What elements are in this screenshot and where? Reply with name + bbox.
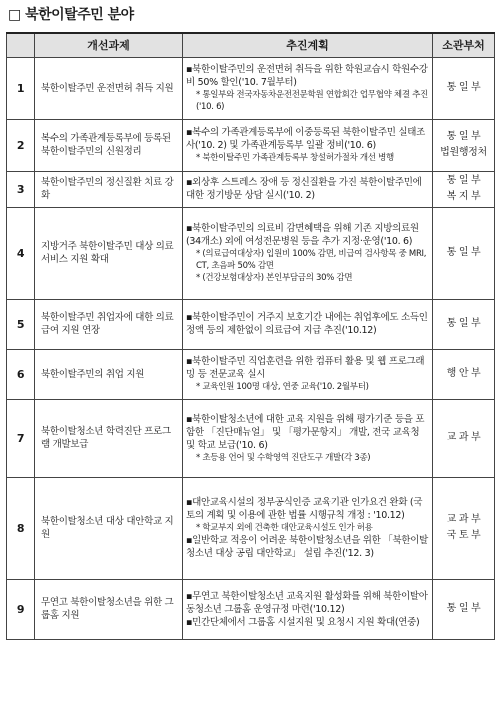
- ministry-name: 통 일 부: [446, 131, 481, 142]
- plan-item: ▪대안교육시설의 정부공식인증 교육기관 인가요건 완화 (국토의 계획 및 이용에 관한 법률 시행규칙 개정 : '10.12): [186, 497, 423, 521]
- improvement-task: 북한이탈청소년 대상 대안학교 지원: [35, 477, 183, 579]
- plan-item: ▪북한이탈주민의 운전면허 취득을 위한 학원교습시 학원수강비 50% 할인('10. 7월부터): [186, 64, 428, 88]
- improvement-task: 북한이탈주민 취업자에 대한 의료급여 지원 연장: [35, 299, 183, 349]
- header-dept: 소관부처: [433, 33, 495, 57]
- table-row: [7, 579, 495, 639]
- table-row: [7, 57, 495, 119]
- improvement-task: 복수의 가족관계등록부에 등록된 북한이탈주민의 신원정리: [35, 119, 183, 171]
- header-task: 개선과제: [35, 33, 183, 57]
- policy-table: [6, 32, 495, 640]
- implementation-plan: [183, 579, 433, 639]
- improvement-task: 북한이탈주민의 취업 지원: [35, 349, 183, 399]
- implementation-plan: [183, 477, 433, 579]
- header-blank: [7, 33, 35, 57]
- ministry-name: 통 일 부: [446, 247, 481, 258]
- responsible-ministry: [433, 171, 495, 207]
- implementation-plan: [183, 207, 433, 299]
- row-number: 5: [7, 299, 35, 349]
- responsible-ministry: [433, 119, 495, 171]
- ministry-name: 통 일 부: [446, 175, 481, 186]
- plan-item: ▪북한이탈주민이 거주지 보호기간 내에는 취업후에도 소득인정액 등의 제한없이 의료급여 지급 추진('10.12): [186, 312, 428, 336]
- ministry-name: 통 일 부: [446, 318, 481, 329]
- ministry-name: 복 지 부: [446, 191, 481, 202]
- responsible-ministry: [433, 299, 495, 349]
- row-number: 3: [7, 171, 35, 207]
- row-number: 2: [7, 119, 35, 171]
- improvement-task: 북한이탈주민의 정신질환 치료 강화: [35, 171, 183, 207]
- improvement-task: 지방거주 북한이탈주민 대상 의료서비스 지원 확대: [35, 207, 183, 299]
- row-number: 4: [7, 207, 35, 299]
- plan-item: ▪무연고 북한이탈청소년 교육지원 활성화를 위해 북한이탈아동청소년 그룹홈 운영규정 마련('10.12): [186, 590, 428, 615]
- ministry-name: 통 일 부: [446, 82, 481, 93]
- responsible-ministry: [433, 399, 495, 477]
- plan-note: * 학교부지 외에 건축한 대안교육시설도 인가 허용: [196, 523, 373, 533]
- plan-item: ▪북한이탈청소년에 대한 교육 지원을 위해 평가기준 등을 포함한 「진단매뉴얼」 및 「평가문항지」 개발, 전국 교육청 및 학교 보급('10. 6): [186, 413, 425, 451]
- improvement-task: 북한이탈주민 운전면허 취득 지원: [35, 57, 183, 119]
- row-number: 6: [7, 349, 35, 399]
- implementation-plan: [183, 57, 433, 119]
- table-row: [7, 477, 495, 579]
- improvement-task: 북한이탈청소년 학력진단 프로그램 개발보급: [35, 399, 183, 477]
- row-number: 9: [7, 579, 35, 639]
- implementation-plan: [183, 299, 433, 349]
- ministry-name: 교 과 부: [446, 432, 481, 443]
- responsible-ministry: [433, 207, 495, 299]
- plan-note: * 초등용 언어 및 수학영역 진단도구 개발(각 3종): [196, 452, 371, 463]
- responsible-ministry: [433, 57, 495, 119]
- plan-item: ▪외상후 스트레스 장애 등 정신질환을 가진 북한이탈주민에 대한 정기방문 상담 실시('10. 2): [186, 177, 422, 201]
- plan-item: ▪복수의 가족관계등록부에 이중등록된 북한이탈주민 실태조사('10. 2) 및 가족관계등록부 일괄 정비('10. 6): [186, 127, 425, 151]
- plan-note: * 교육인원 100명 대상, 연중 교육('10. 2월부터): [196, 382, 369, 392]
- ministry-name: 국 토 부: [446, 530, 481, 541]
- table-row: [7, 399, 495, 477]
- plan-note: * 통일부와 전국자동차운전전문학원 연합회간 업무협약 체결 추진('10. 6): [196, 90, 428, 112]
- ministry-name: 행 안 부: [446, 368, 481, 379]
- responsible-ministry: [433, 579, 495, 639]
- table-header-row: [7, 33, 495, 57]
- table-row: [7, 119, 495, 171]
- implementation-plan: [183, 119, 433, 171]
- ministry-name: 교 과 부: [446, 514, 481, 525]
- table-row: [7, 207, 495, 299]
- implementation-plan: [183, 349, 433, 399]
- implementation-plan: [183, 399, 433, 477]
- improvement-task: 무연고 북한이탈청소년을 위한 그룹홈 지원: [35, 579, 183, 639]
- ministry-name: 법원행정처: [440, 147, 487, 158]
- row-number: 8: [7, 477, 35, 579]
- row-number: 7: [7, 399, 35, 477]
- plan-note: * (건강보험대상자) 본인부담금의 30% 감면: [196, 273, 353, 283]
- plan-note: * 북한이탈주민 가족관계등록부 창설허가절차 개선 병행: [196, 153, 394, 163]
- section-title: □ 북한이탈주민 분야: [8, 7, 134, 23]
- responsible-ministry: [433, 477, 495, 579]
- ministry-name: 통 일 부: [446, 603, 481, 614]
- plan-item: ▪북한이탈주민의 의료비 감면혜택을 위해 기존 지방의료원(34개소) 외에 여성전문병원 등을 추가 지정·운영('10. 6): [186, 223, 419, 247]
- header-plan: 추진계획: [183, 33, 433, 57]
- responsible-ministry: [433, 349, 495, 399]
- plan-item: ▪북한이탈주민 직업훈련을 위한 컴퓨터 활용 및 웹 프로그래밍 등 전문교육 실시: [186, 356, 425, 380]
- table-body: [7, 57, 495, 639]
- row-number: 1: [7, 57, 35, 119]
- plan-item: ▪일반학교 적응이 어려운 북한이탈청소년을 위한 「북한이탈청소년 대상 공립 대안학교」 설립 추진('12. 3): [186, 535, 428, 559]
- implementation-plan: [183, 171, 433, 207]
- table-row: [7, 171, 495, 207]
- plan-item: ▪민간단체에서 그룹홈 시설지원 및 요청시 지원 확대(연중): [186, 616, 420, 628]
- table-row: [7, 349, 495, 399]
- table-row: [7, 299, 495, 349]
- plan-note: * (의료급여대상자) 입원비 100% 감면, 비급여 검사항목 중 MRI, CT, 초음파 50% 감면: [196, 249, 427, 271]
